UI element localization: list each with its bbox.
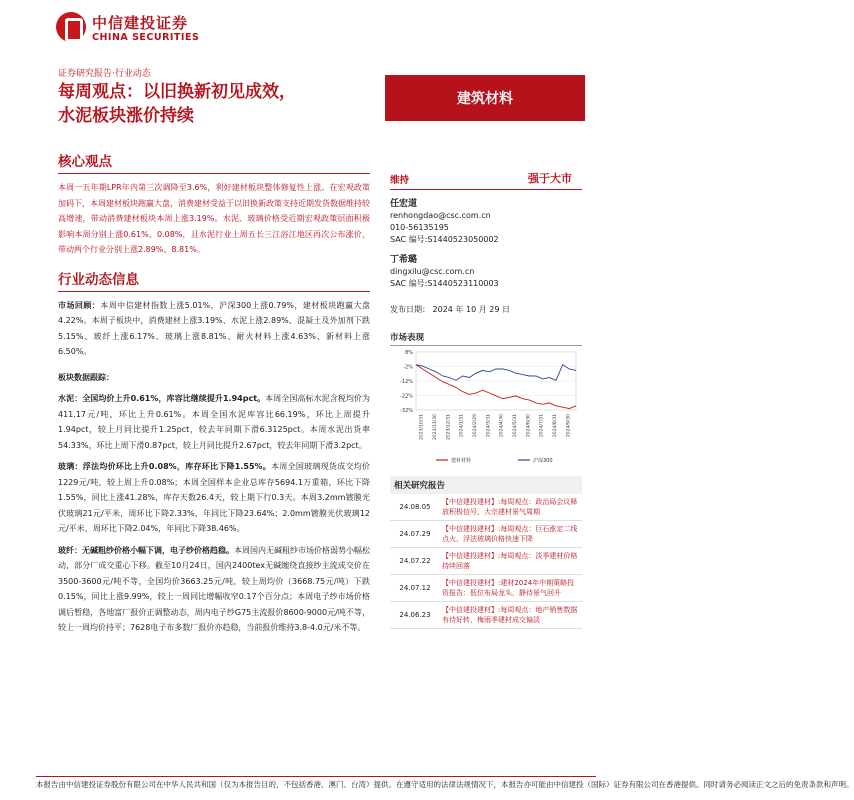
chart-y-tick-label: -32% [400, 408, 413, 414]
chart-x-tick-label: 2024/4/30 [499, 414, 505, 438]
chart-x-tick-label: 2024/1/31 [459, 414, 465, 438]
chart-x-tick-label: 2024/7/31 [539, 414, 545, 438]
related-report-title[interactable]: 【中信建投建材】:每周观点：地产销售数据有待好转，梅雨季建材成交偏淡 [440, 602, 582, 629]
analyst-name: 任宏道 [390, 199, 418, 209]
analyst-sac: SAC 编号:S1440523050002 [390, 235, 499, 244]
footer-disclaimer: 本报告由中信建投证券股份有限公司在中华人民共和国（仅为本报告目的，不包括香港、澳门、台湾）提供。在遵守适用的法律法规情况下，本报告亦可能由中信建投（国际）证券有限公司在香港提供。同时请务必阅读正文之后的免责条款和声明。 [36, 776, 596, 791]
sidebar [390, 170, 582, 629]
related-report-date: 24.06.23 [390, 602, 440, 629]
chart-x-tick-label: 2023/10/31 [419, 414, 425, 440]
related-report-row[interactable] [390, 494, 582, 521]
cement-label: 水泥：全国均价上升0.61%，库容比继续提升1.94pct。 [58, 394, 266, 403]
related-report-date: 24.07.12 [390, 575, 440, 602]
analyst-sac: SAC 编号:S1440523110003 [390, 279, 499, 288]
core-view-text: 本周一五年期LPR年内第三次调降至3.6%，利好建材板块整体修复性上涨。在宏观政策加码下，本周建材板块跑赢大盘，消费建材受益于以旧换新政策支持近期发货数据维持较高增速，带动消费建材板块本周上涨3.19%。水泥、玻璃价格受近期宏观政策层面积极影响本周分别上涨0.61%、0.08%，且水泥行业上周五长三江浴江地区再次公布涨价，带动两个行业分别上涨2.89%、8.81%。 [58, 183, 370, 254]
fiber-text: 本周国内无碱粗纱市场价格弱势小幅松动，部分厂成交重心下移。截至10月24日，国内2400tex无碱缠绕直接纱主流成交价在3500-3600元/吨不等，全国均价3663.25元/吨，较上周均价（3668.75元/吨）下跌0.15%，同比上涨9.99%，较上一周同比增幅收窄0.17个百分点；本周电子纱市场价格调后暂稳，各地富厂报价正调整动态，周内电子纱G75主流报价8600-9000元/吨不等，较上一周均价持平；7628电子布多数厂报价亦趋稳，当前报价维持3.8-4.0元/米不等。 [58, 545, 370, 632]
chart-x-tick-label: 2023/11/30 [433, 414, 438, 440]
chart-y-tick-label: 8% [405, 350, 413, 356]
cement-text: 本周全国高标水泥含税均价为411.17元/吨，环比上升0.61%。本周全国水泥库容比66.19%，环比上周提升1.94pct，较上月同比提升1.25pct，较去年同期下滑6.3125pct。本周水泥出货率54.33%，环比上周下滑0.87pct，较上月同比提升2.67pct，较去年同期下滑3.2pct。 [58, 394, 370, 450]
logo-text-en: CHINA SECURITIES [92, 32, 200, 43]
chart-x-tick-label: 2024/9/30 [566, 414, 572, 438]
rating-row [390, 170, 582, 190]
related-report-row[interactable] [390, 602, 582, 629]
chart-svg [390, 346, 582, 466]
chart-series-line [416, 365, 576, 381]
chart-x-tick-label: 2024/3/31 [486, 414, 492, 438]
market-performance-heading: 市场表现 [390, 331, 582, 346]
related-report-title[interactable]: 【中信建投建材】:每周观点：政治局会议释放积极信号，大宗建材景气周期 [440, 494, 582, 521]
analyst-name: 丁希璐 [390, 255, 418, 265]
market-performance-chart [390, 346, 582, 466]
chart-x-tick-label: 2024/8/31 [553, 414, 558, 438]
glass-label: 玻璃：浮法均价环比上升0.08%，库存环比下降1.55%。 [58, 462, 272, 471]
chart-legend-label: 建材材料 [451, 458, 472, 464]
related-reports-heading: 相关研究报告 [390, 476, 582, 494]
analyst-card [390, 198, 582, 246]
chart-x-tick-label: 2023/12/31 [446, 414, 452, 440]
market-review-text: 本周中信建材指数上涨5.01%，沪深300上涨0.79%，建材板块跑赢大盘4.22%。本周子板块中，消费建材上涨3.19%、水泥上涨2.89%、混凝土及外加剂下跌5.15%、玻纤上涨6.17%、玻璃上涨8.81%、耐火材料上涨4.63%、新材料上涨6.50%。 [58, 300, 370, 356]
related-report-date: 24.08.05 [390, 494, 440, 521]
related-report-row[interactable] [390, 521, 582, 548]
glass-text: 本周全国玻璃现货成交均价1229元/吨，较上周上升0.08%；本周全国样本企业总库存5694.1万重箱，环比下降1.55%，同比上涨41.28%，库存天数26.4天，较上期下行0.3天。本周3.2mm镀膜光伏玻璃21元/平米，周环比下降2.33%，年同比下降23.64%；2.0mm镀膜光伏玻璃12元/平米，周环比下降2.04%，年同比下降38.46%。 [58, 462, 370, 533]
chart-y-tick-label: -22% [400, 393, 413, 400]
related-report-row[interactable] [390, 548, 582, 575]
analyst-email[interactable]: dingxilu@csc.com.cn [390, 267, 475, 276]
rating-label: 维持 [390, 175, 410, 186]
report-title [58, 80, 368, 128]
chart-y-tick-label: -12% [400, 379, 413, 385]
cement-paragraph [58, 391, 370, 453]
related-reports-table [390, 494, 582, 629]
related-report-date: 24.07.22 [390, 548, 440, 575]
related-report-title[interactable]: 【中信建投建材】:建材2024年中期策略投资报告：低位布局龙头，静待景气回升 [440, 575, 582, 602]
company-logo [56, 12, 216, 48]
market-review [58, 298, 370, 360]
analyst-card [390, 254, 582, 290]
chart-x-tick-label: 2024/6/30 [526, 414, 532, 438]
market-review-label: 市场回顾： [58, 300, 101, 310]
chart-series-line [416, 365, 576, 409]
report-meta: 证券研究报告·行业动态 [58, 69, 151, 79]
fiber-paragraph [58, 543, 370, 636]
related-report-row[interactable] [390, 575, 582, 602]
logo-mark-icon [56, 12, 86, 42]
core-view-heading: 核心观点 [58, 150, 370, 174]
analyst-email[interactable]: renhongdao@csc.com.cn [390, 211, 491, 220]
chart-x-tick-label: 2024/5/31 [513, 414, 518, 438]
tracking-heading: 板块数据跟踪： [58, 372, 114, 382]
rating-value: 强于大市 [528, 172, 572, 185]
publish-date: 发布日期： 2024 年 10 月 29 日 [390, 305, 510, 314]
sector-banner: 建筑材料 [385, 75, 585, 121]
chart-legend-label: 沪深300 [533, 458, 553, 464]
logo-text-cn: 中信建投证券 [92, 14, 189, 32]
report-title-line2: 水泥板块涨价持续 [58, 106, 194, 126]
main-column [58, 150, 370, 636]
chart-x-tick-label: 2024/2/29 [473, 414, 478, 438]
related-report-title[interactable]: 【中信建投建材】:每周观点：巨石涨定二线点火，浮法玻璃价格快速下降 [440, 521, 582, 548]
related-report-title[interactable]: 【中信建投建材】:每周观点：淡季建材价格持续回落 [440, 548, 582, 575]
chart-y-tick-label: -2% [403, 364, 413, 371]
analyst-phone: 010-56135195 [390, 223, 449, 232]
report-title-line1: 每周观点：以旧换新初见成效， [58, 82, 296, 102]
related-report-date: 24.07.29 [390, 521, 440, 548]
industry-heading: 行业动态信息 [58, 268, 370, 292]
fiber-label: 玻纤：无碱粗纱价格小幅下调，电子纱价格趋稳。 [58, 545, 234, 555]
glass-paragraph [58, 459, 370, 537]
